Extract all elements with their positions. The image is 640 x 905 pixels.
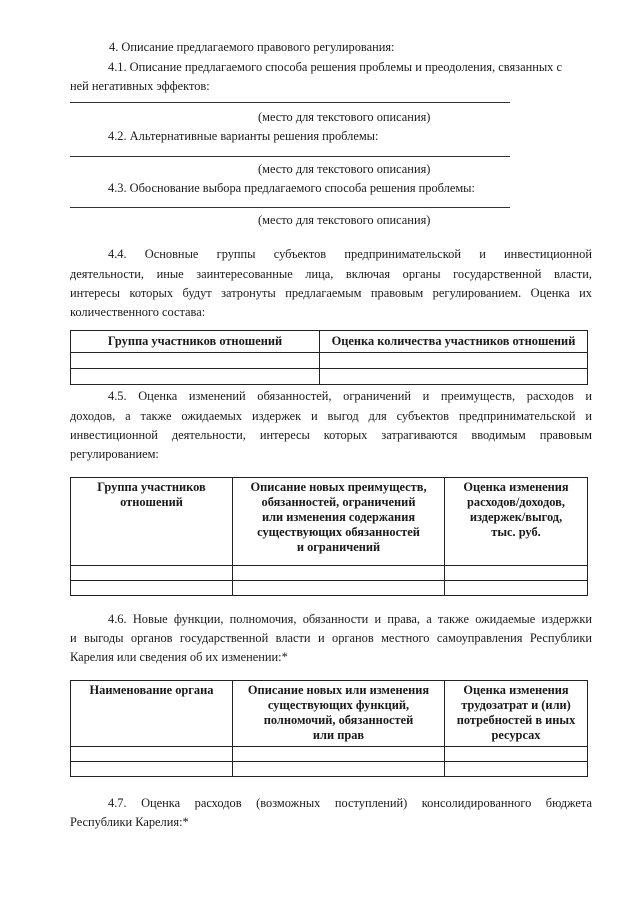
item-4-5-line2: доходов, а также ожидаемых издержек и выгод для субъектов предпринимательской и xyxy=(70,409,592,423)
input-line-4-2 xyxy=(70,156,510,157)
table3-header-authority: Наименование органа xyxy=(71,681,233,747)
item-4-4-line4: количественного состава: xyxy=(70,305,206,319)
table-row xyxy=(71,762,588,777)
table-row xyxy=(71,369,588,385)
item-4-6-line1: 4.6. Новые функции, полномочия, обязанности и права, а также ожидаемые издержки xyxy=(108,612,592,626)
item-4-7-line1: 4.7. Оценка расходов (возможных поступлений) консолидированного бюджета xyxy=(108,796,592,810)
item-4-1-line2: ней негативных эффектов: xyxy=(70,79,210,93)
table3-header-description: Описание новых или изменения существующих функций, полномочий, обязанностей или прав xyxy=(233,681,445,747)
item-4-5-line1: 4.5. Оценка изменений обязанностей, ограничений и преимуществ, расходов и xyxy=(108,389,592,403)
input-line-4-3 xyxy=(70,207,510,208)
table-obligations-changes xyxy=(70,477,588,596)
placeholder-4-3: (место для текстового описания) xyxy=(258,213,431,227)
table3-header-estimate: Оценка изменения трудозатрат и (или) потребностей в иных ресурсах xyxy=(445,681,588,747)
table-row xyxy=(71,747,588,762)
table-row xyxy=(71,581,588,596)
table1-header-estimate: Оценка количества участников отношений xyxy=(320,331,588,353)
table-participants-count xyxy=(70,330,588,385)
table2-header-description: Описание новых преимуществ, обязанностей, ограничений или изменения содержания существующих обязанностей и ограничений xyxy=(233,478,445,566)
item-4-4-line2: деятельности, иные заинтересованные лица, включая органы государственной власти, xyxy=(70,267,592,281)
item-4-6-line2: и выгоды органов государственной власти и органов местного самоуправления Республики xyxy=(70,631,592,645)
input-line-4-1 xyxy=(70,102,510,103)
item-4-2: 4.2. Альтернативные варианты решения проблемы: xyxy=(108,129,379,143)
item-4-7-line2: Республики Карелия:* xyxy=(70,815,189,829)
item-4-4-line3: интересы которых будут затронуты предлагаемым правовым регулированием. Оценка их xyxy=(70,286,592,300)
item-4-1-line1: 4.1. Описание предлагаемого способа решения проблемы и преодоления, связанных с xyxy=(108,60,562,74)
table-authority-functions xyxy=(70,680,588,777)
table1-header-group: Группа участников отношений xyxy=(71,331,320,353)
item-4-6-line3: Карелия или сведения об их изменении:* xyxy=(70,650,288,664)
table2-header-estimate: Оценка изменения расходов/доходов, издержек/выгод, тыс. руб. xyxy=(445,478,588,566)
item-4-4-line1: 4.4. Основные группы субъектов предпринимательской и инвестиционной xyxy=(108,247,592,261)
placeholder-4-2: (место для текстового описания) xyxy=(258,162,431,176)
item-4-3: 4.3. Обоснование выбора предлагаемого способа решения проблемы: xyxy=(108,181,475,195)
table-row xyxy=(71,353,588,369)
item-4-5-line4: регулированием: xyxy=(70,447,159,461)
table-row xyxy=(71,566,588,581)
table2-header-group: Группа участников отношений xyxy=(71,478,233,566)
item-4-5-line3: инвестиционной деятельности, интересы которых затрагиваются вводимым правовым xyxy=(70,428,592,442)
placeholder-4-1: (место для текстового описания) xyxy=(258,110,431,124)
section-4-heading: 4. Описание предлагаемого правового регулирования: xyxy=(109,40,395,54)
